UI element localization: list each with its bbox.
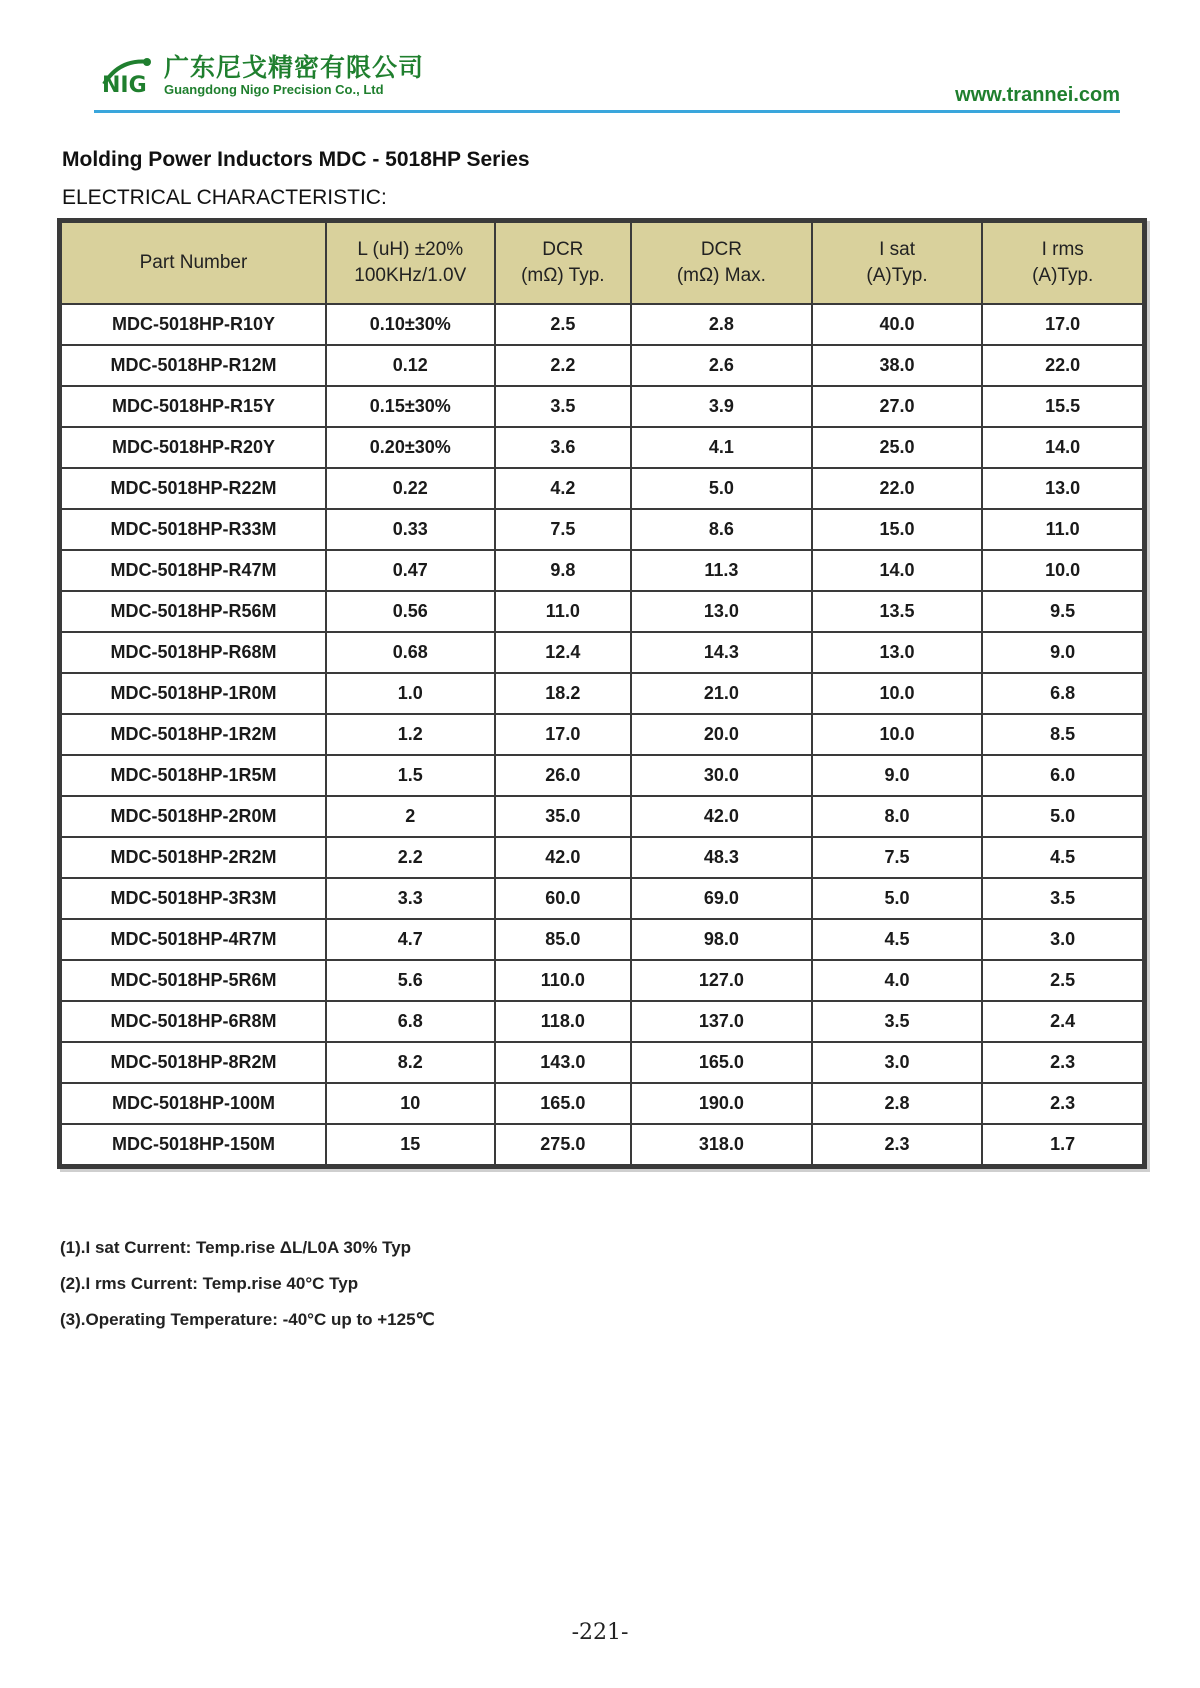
- section-subtitle: ELECTRICAL CHARACTERISTIC:: [62, 186, 387, 209]
- cell-part-number: MDC-5018HP-150M: [61, 1124, 326, 1165]
- electrical-characteristics-table: [57, 218, 1147, 1169]
- cell-part-number: MDC-5018HP-2R0M: [61, 796, 326, 837]
- cell-irms: 13.0: [982, 468, 1143, 509]
- cell-inductance: 6.8: [326, 1001, 495, 1042]
- cell-irms: 2.5: [982, 960, 1143, 1001]
- cell-dcr-typ: 7.5: [495, 509, 632, 550]
- cell-inductance: 0.22: [326, 468, 495, 509]
- cell-irms: 11.0: [982, 509, 1143, 550]
- cell-dcr-max: 21.0: [631, 673, 812, 714]
- logo-mark-text: NIG: [102, 73, 147, 98]
- cell-dcr-max: 190.0: [631, 1083, 812, 1124]
- cell-dcr-max: 42.0: [631, 796, 812, 837]
- cell-part-number: MDC-5018HP-1R0M: [61, 673, 326, 714]
- header-dcr-typ: DCR (mΩ) Typ.: [495, 222, 632, 304]
- cell-dcr-max: 11.3: [631, 550, 812, 591]
- nig-logo-icon: [100, 54, 160, 98]
- header-isat: I sat (A)Typ.: [812, 222, 983, 304]
- cell-inductance: 0.33: [326, 509, 495, 550]
- cell-irms: 3.0: [982, 919, 1143, 960]
- cell-dcr-max: 3.9: [631, 386, 812, 427]
- cell-dcr-typ: 85.0: [495, 919, 632, 960]
- cell-part-number: MDC-5018HP-R47M: [61, 550, 326, 591]
- cell-inductance: 4.7: [326, 919, 495, 960]
- table-header-row: [61, 222, 1143, 304]
- cell-irms: 8.5: [982, 714, 1143, 755]
- cell-inductance: 8.2: [326, 1042, 495, 1083]
- cell-inductance: 0.15±30%: [326, 386, 495, 427]
- cell-dcr-typ: 12.4: [495, 632, 632, 673]
- cell-dcr-max: 13.0: [631, 591, 812, 632]
- table-row: [61, 550, 1143, 591]
- cell-part-number: MDC-5018HP-3R3M: [61, 878, 326, 919]
- cell-isat: 15.0: [812, 509, 983, 550]
- cell-inductance: 0.47: [326, 550, 495, 591]
- cell-dcr-max: 165.0: [631, 1042, 812, 1083]
- cell-dcr-typ: 11.0: [495, 591, 632, 632]
- cell-dcr-typ: 3.5: [495, 386, 632, 427]
- cell-inductance: 1.0: [326, 673, 495, 714]
- cell-isat: 22.0: [812, 468, 983, 509]
- cell-dcr-typ: 9.8: [495, 550, 632, 591]
- cell-inductance: 0.20±30%: [326, 427, 495, 468]
- cell-isat: 2.3: [812, 1124, 983, 1165]
- cell-part-number: MDC-5018HP-2R2M: [61, 837, 326, 878]
- cell-inductance: 15: [326, 1124, 495, 1165]
- table-row: [61, 427, 1143, 468]
- page-number: -221-: [571, 1620, 629, 1645]
- cell-dcr-typ: 4.2: [495, 468, 632, 509]
- cell-dcr-max: 318.0: [631, 1124, 812, 1165]
- table-row: [61, 919, 1143, 960]
- cell-isat: 9.0: [812, 755, 983, 796]
- cell-dcr-max: 14.3: [631, 632, 812, 673]
- company-logo: [100, 54, 424, 98]
- cell-part-number: MDC-5018HP-8R2M: [61, 1042, 326, 1083]
- cell-irms: 3.5: [982, 878, 1143, 919]
- table-row: [61, 632, 1143, 673]
- cell-part-number: MDC-5018HP-R10Y: [61, 304, 326, 345]
- cell-isat: 14.0: [812, 550, 983, 591]
- header-divider: [94, 110, 1120, 113]
- notes: [60, 1230, 435, 1338]
- cell-isat: 3.5: [812, 1001, 983, 1042]
- cell-irms: 22.0: [982, 345, 1143, 386]
- cell-dcr-max: 5.0: [631, 468, 812, 509]
- cell-dcr-typ: 275.0: [495, 1124, 632, 1165]
- cell-dcr-typ: 118.0: [495, 1001, 632, 1042]
- cell-inductance: 3.3: [326, 878, 495, 919]
- cell-dcr-max: 48.3: [631, 837, 812, 878]
- cell-irms: 9.0: [982, 632, 1143, 673]
- cell-isat: 25.0: [812, 427, 983, 468]
- cell-isat: 40.0: [812, 304, 983, 345]
- table-row: [61, 714, 1143, 755]
- table-row: [61, 345, 1143, 386]
- cell-dcr-max: 4.1: [631, 427, 812, 468]
- cell-dcr-max: 20.0: [631, 714, 812, 755]
- cell-dcr-typ: 110.0: [495, 960, 632, 1001]
- cell-irms: 10.0: [982, 550, 1143, 591]
- cell-inductance: 0.12: [326, 345, 495, 386]
- cell-part-number: MDC-5018HP-R56M: [61, 591, 326, 632]
- table-row: [61, 1124, 1143, 1165]
- cell-isat: 8.0: [812, 796, 983, 837]
- cell-part-number: MDC-5018HP-6R8M: [61, 1001, 326, 1042]
- cell-irms: 6.0: [982, 755, 1143, 796]
- cell-isat: 4.0: [812, 960, 983, 1001]
- cell-dcr-max: 30.0: [631, 755, 812, 796]
- table-row: [61, 960, 1143, 1001]
- cell-part-number: MDC-5018HP-R15Y: [61, 386, 326, 427]
- cell-dcr-typ: 42.0: [495, 837, 632, 878]
- cell-part-number: MDC-5018HP-R68M: [61, 632, 326, 673]
- cell-isat: 10.0: [812, 714, 983, 755]
- table-row: [61, 509, 1143, 550]
- cell-irms: 2.3: [982, 1042, 1143, 1083]
- website-url: www.trannei.com: [955, 84, 1120, 106]
- cell-inductance: 0.56: [326, 591, 495, 632]
- cell-irms: 17.0: [982, 304, 1143, 345]
- table-row: [61, 837, 1143, 878]
- cell-isat: 7.5: [812, 837, 983, 878]
- cell-irms: 9.5: [982, 591, 1143, 632]
- cell-dcr-max: 69.0: [631, 878, 812, 919]
- table-row: [61, 304, 1143, 345]
- cell-part-number: MDC-5018HP-R33M: [61, 509, 326, 550]
- cell-isat: 2.8: [812, 1083, 983, 1124]
- table-row: [61, 468, 1143, 509]
- cell-inductance: 1.5: [326, 755, 495, 796]
- header-inductance: L (uH) ±20% 100KHz/1.0V: [326, 222, 495, 304]
- cell-dcr-max: 2.6: [631, 345, 812, 386]
- table-row: [61, 673, 1143, 714]
- table-row: [61, 591, 1143, 632]
- cell-part-number: MDC-5018HP-100M: [61, 1083, 326, 1124]
- cell-dcr-typ: 2.2: [495, 345, 632, 386]
- cell-irms: 6.8: [982, 673, 1143, 714]
- cell-dcr-typ: 143.0: [495, 1042, 632, 1083]
- page-header: [100, 48, 1120, 112]
- cell-dcr-typ: 3.6: [495, 427, 632, 468]
- note-irms: (2).I rms Current: Temp.rise 40°C Typ: [60, 1274, 359, 1293]
- cell-dcr-typ: 35.0: [495, 796, 632, 837]
- table-row: [61, 1001, 1143, 1042]
- header-irms: I rms (A)Typ.: [982, 222, 1143, 304]
- cell-irms: 2.3: [982, 1083, 1143, 1124]
- cell-part-number: MDC-5018HP-5R6M: [61, 960, 326, 1001]
- cell-part-number: MDC-5018HP-1R2M: [61, 714, 326, 755]
- cell-inductance: 1.2: [326, 714, 495, 755]
- cell-dcr-max: 137.0: [631, 1001, 812, 1042]
- cell-inductance: 0.10±30%: [326, 304, 495, 345]
- cell-part-number: MDC-5018HP-R12M: [61, 345, 326, 386]
- cell-part-number: MDC-5018HP-4R7M: [61, 919, 326, 960]
- cell-dcr-typ: 18.2: [495, 673, 632, 714]
- note-operating-temp: (3).Operating Temperature: -40°C up to +125℃: [60, 1310, 435, 1329]
- cell-irms: 1.7: [982, 1124, 1143, 1165]
- cell-part-number: MDC-5018HP-1R5M: [61, 755, 326, 796]
- cell-dcr-typ: 60.0: [495, 878, 632, 919]
- company-name-cn: 广东尼戈精密有限公司: [164, 53, 425, 82]
- cell-irms: 14.0: [982, 427, 1143, 468]
- cell-inductance: 5.6: [326, 960, 495, 1001]
- cell-isat: 38.0: [812, 345, 983, 386]
- cell-inductance: 2.2: [326, 837, 495, 878]
- company-name-en: Guangdong Nigo Precision Co., Ltd: [164, 82, 384, 97]
- cell-irms: 15.5: [982, 386, 1143, 427]
- cell-dcr-typ: 17.0: [495, 714, 632, 755]
- cell-part-number: MDC-5018HP-R22M: [61, 468, 326, 509]
- cell-dcr-typ: 26.0: [495, 755, 632, 796]
- cell-dcr-max: 127.0: [631, 960, 812, 1001]
- cell-isat: 10.0: [812, 673, 983, 714]
- table-row: [61, 1042, 1143, 1083]
- header-dcr-max: DCR (mΩ) Max.: [631, 222, 812, 304]
- cell-dcr-max: 98.0: [631, 919, 812, 960]
- note-isat: (1).I sat Current: Temp.rise ΔL/L0A 30% Typ: [60, 1238, 412, 1257]
- cell-isat: 5.0: [812, 878, 983, 919]
- cell-isat: 3.0: [812, 1042, 983, 1083]
- cell-inductance: 0.68: [326, 632, 495, 673]
- document-title: Molding Power Inductors MDC - 5018HP Series: [62, 148, 530, 171]
- cell-dcr-typ: 2.5: [495, 304, 632, 345]
- cell-isat: 27.0: [812, 386, 983, 427]
- cell-inductance: 10: [326, 1083, 495, 1124]
- cell-dcr-max: 2.8: [631, 304, 812, 345]
- cell-inductance: 2: [326, 796, 495, 837]
- cell-isat: 4.5: [812, 919, 983, 960]
- cell-irms: 4.5: [982, 837, 1143, 878]
- table-row: [61, 755, 1143, 796]
- cell-dcr-typ: 165.0: [495, 1083, 632, 1124]
- table-row: [61, 386, 1143, 427]
- table-row: [61, 1083, 1143, 1124]
- table-row: [61, 796, 1143, 837]
- cell-isat: 13.5: [812, 591, 983, 632]
- cell-part-number: MDC-5018HP-R20Y: [61, 427, 326, 468]
- cell-isat: 13.0: [812, 632, 983, 673]
- table-row: [61, 878, 1143, 919]
- cell-irms: 5.0: [982, 796, 1143, 837]
- cell-irms: 2.4: [982, 1001, 1143, 1042]
- header-part-number: Part Number: [61, 222, 326, 304]
- cell-dcr-max: 8.6: [631, 509, 812, 550]
